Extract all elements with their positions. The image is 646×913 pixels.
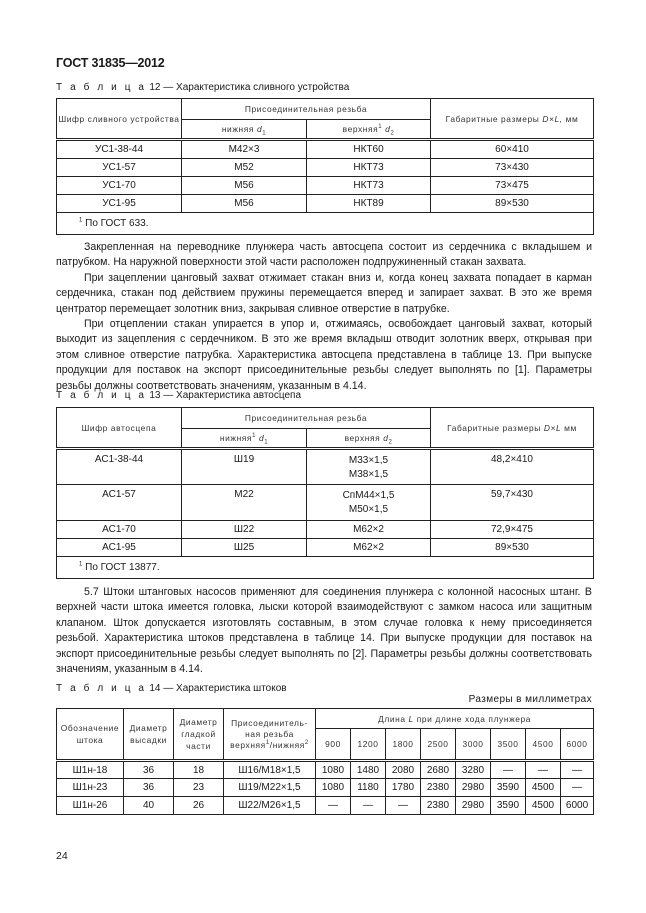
table-12 xyxy=(56,98,594,235)
header-stroke: 4500 xyxy=(526,729,561,761)
table12-caption xyxy=(56,82,349,93)
paragraph: При зацеплении цанговый захват отжимает стакан вниз и, когда конец захвата попадает в карман сердечника, стакан под действием пружины перемещается вперед и запирает захват. В это же время центратор перемещает золотник вниз, закрывая сливное отверстие в патрубке. xyxy=(56,271,592,315)
header-length-group: Длина L при длине хода плунжера xyxy=(316,709,594,729)
table-row: Ш1н-26 40 26 Ш22/М26×1,5 — — — 2380 2980 3590 4500 6000 xyxy=(57,797,594,815)
header-thread: Присоединительная резьба xyxy=(182,408,431,429)
caption-title: Характеристика штоков xyxy=(176,683,287,694)
table-row: АС1-38-44 Ш19 М33×1,5 М38×1,5 48,2×410 xyxy=(57,449,594,485)
paragraph: При отцеплении стакан упирается в упор и, отжимаясь, освобождает цанговый захват, который выходит из зацепления с сердечником. В это же время вкладыш отводит золотник вверх, открывая при этом сливное отверстие патрубка. Характеристика автосцепа представлена в таблице 13. При выпуске продукции для поставок на экспорт присоединительные резьбы следует выполнять по [1]. Параметры резьбы должны соответствовать значениям, указанным в 4.14. xyxy=(56,318,592,392)
table-row: АС1-57 М22 СпМ44×1,5 М50×1,5 59,7×430 xyxy=(57,485,594,521)
document-header: ГОСТ 31835—2012 xyxy=(56,56,165,70)
table-row: АС1-70 Ш22 М62×2 72,9×475 xyxy=(57,521,594,539)
table-row: УС1-57 М52 НКТ73 73×430 xyxy=(57,159,594,177)
table-13 xyxy=(56,407,594,579)
header-lower: нижняя $d_1$ xyxy=(182,120,307,140)
caption-prefix: Т а б л и ц а xyxy=(56,390,147,401)
caption-number: 12 — xyxy=(149,82,174,93)
caption-prefix: Т а б л и ц а xyxy=(56,683,147,694)
header-stroke: 3000 xyxy=(456,729,491,761)
table-footnote: $^1$ По ГОСТ 633. xyxy=(57,213,594,235)
header-stroke: 1200 xyxy=(351,729,386,761)
caption-title: Характеристика сливного устройства xyxy=(176,82,350,93)
table-row: Ш1н-23 36 23 Ш19/М22×1,5 1080 1180 1780 2380 2980 3590 4500 — xyxy=(57,779,594,797)
header-stroke: 900 xyxy=(316,729,351,761)
header-stroke: 6000 xyxy=(561,729,594,761)
table-row: УС1-70 М56 НКТ73 73×475 xyxy=(57,177,594,195)
table-row: УС1-38-44 М42×3 НКТ60 60×410 xyxy=(57,140,594,159)
header-lower: нижняя$^1$ $d_1$ xyxy=(182,429,307,449)
table-row: УС1-95 М56 НКТ89 89×530 xyxy=(57,195,594,213)
header-dims: Габаритные размеры D×L мм xyxy=(431,408,594,449)
table14-caption xyxy=(56,683,287,694)
header-thread: Присоединитель- ная резьба верхняя$^1$/нижняя$^2$ xyxy=(224,709,316,761)
table-14 xyxy=(56,708,594,815)
header-upper: верхняя$^1$ $d_2$ xyxy=(307,120,431,140)
paragraph: 5.7 Штоки штанговых насосов применяют для соединения плунжера с колонной насосных штанг. В верхней части штока имеется головка, лыски которой взаимодействуют с замком насоса или защитным клапаном. Шток допускается изготовлять составным, в этом случае головка к нему присоединяется резьбой. Характеристика штоков представлена в таблице 14. При выпуске продукции для поставок на экспорт присоединительные резьбы следует выполнять по [2]. Параметры резьбы должны соответствовать значениям, указанным в 4.14. xyxy=(56,586,592,676)
header-code: Шифр сливного устройства xyxy=(57,99,182,140)
header-thread: Присоединительная резьба xyxy=(182,99,431,120)
body-text-2 xyxy=(56,585,592,677)
header-smooth-diameter: Диаметр гладкой части xyxy=(174,709,224,761)
table13-caption xyxy=(56,390,301,401)
caption-number: 14 — xyxy=(149,683,174,694)
caption-title: Характеристика автосцепа xyxy=(176,390,302,401)
units-note: Размеры в миллиметрах xyxy=(468,694,592,705)
header-stroke: 1800 xyxy=(386,729,421,761)
caption-prefix: Т а б л и ц а xyxy=(56,82,147,93)
header-dims: Габаритные размеры D×L, мм xyxy=(431,99,594,140)
table-row: Ш1н-18 36 18 Ш16/М18×1,5 1080 1480 2080 2680 3280 — — — xyxy=(57,761,594,779)
header-code: Шифр автосцепа xyxy=(57,408,182,449)
table-row: АС1-95 Ш25 М62×2 89×530 xyxy=(57,539,594,557)
header-upset-diameter: Диаметр высадки xyxy=(124,709,174,761)
caption-number: 13 — xyxy=(149,390,174,401)
page-number: 24 xyxy=(56,850,68,862)
paragraph: Закрепленная на переводнике плунжера часть автосцепа состоит из сердечника с вкладышем и патрубком. На наружной поверхности этой части расположен подпружиненный стакан захвата. xyxy=(56,241,592,269)
body-text-1 xyxy=(56,240,592,394)
header-upper: верхняя $d_2$ xyxy=(307,429,431,449)
table-footnote: $^1$ По ГОСТ 13877. xyxy=(57,557,594,579)
header-designation: Обозначение штока xyxy=(57,709,124,761)
header-stroke: 2500 xyxy=(421,729,456,761)
header-stroke: 3500 xyxy=(491,729,526,761)
